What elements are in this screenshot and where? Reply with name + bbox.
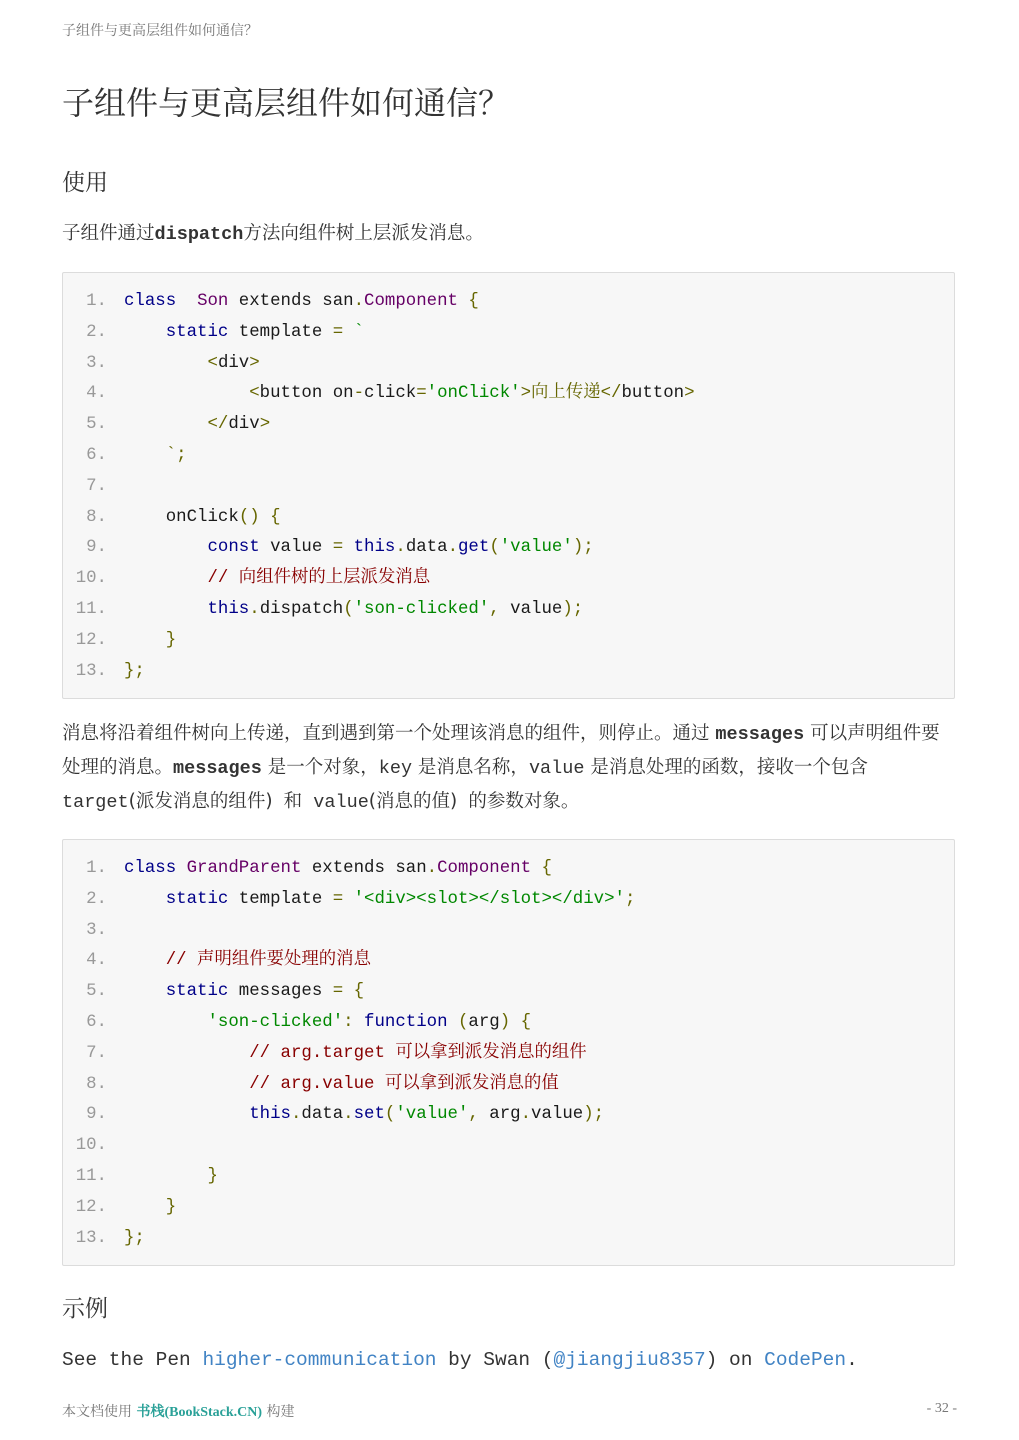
code-line: [63, 472, 954, 503]
code-token: [124, 1075, 249, 1094]
code-token: [354, 1013, 364, 1032]
code-token: >向上传递</: [520, 384, 622, 404]
code-text: [124, 626, 176, 657]
code-line: [63, 1162, 954, 1193]
code-token: [124, 384, 249, 403]
code-token: [124, 1013, 208, 1032]
p2-text-3: 是一个对象，: [261, 757, 379, 778]
code-token: [124, 538, 208, 557]
code-token: [124, 354, 208, 373]
code-line: [63, 977, 954, 1008]
code-block-grandparent: [62, 839, 955, 1266]
code-token: value: [499, 599, 563, 619]
line-number: 10.: [75, 1136, 107, 1156]
author-link[interactable]: @jiangjiu8357: [553, 1349, 706, 1371]
page-title: 子组件与更高层组件如何通信？: [62, 84, 511, 122]
code-token: [124, 1167, 208, 1186]
code-token: {: [468, 292, 479, 311]
code-token: [124, 600, 208, 619]
code-token: [124, 631, 166, 650]
p2-code-value: value: [528, 758, 585, 779]
code-token: [124, 446, 166, 465]
code-token: [343, 890, 353, 909]
code-token: [124, 323, 166, 342]
code-token: [176, 292, 197, 311]
code-line: [63, 1070, 954, 1101]
code-token: {: [541, 859, 552, 878]
code-token: .: [395, 538, 406, 558]
code-line: [63, 854, 954, 885]
code-line: [63, 349, 954, 380]
code-token: template: [228, 889, 333, 909]
code-line: [63, 626, 954, 657]
code-token: (): [238, 507, 260, 527]
code-text: [124, 410, 270, 441]
code-token: 'value': [499, 538, 573, 558]
code-token: (: [489, 538, 500, 558]
p2-text-1: 消息将沿着组件树向上传递，直到遇到第一个处理该消息的组件，则停止。通过: [62, 723, 716, 744]
code-text: [124, 657, 145, 688]
code-token: =: [332, 322, 344, 342]
line-number: 3.: [86, 353, 107, 373]
code-line: [63, 564, 954, 595]
code-token: data: [301, 1105, 344, 1125]
code-token: 'son-clicked': [353, 599, 490, 619]
section-heading-example: 示例: [62, 1296, 108, 1322]
code-token: >: [249, 353, 260, 373]
code-text: [124, 1039, 587, 1070]
code-token: arg: [478, 1105, 521, 1125]
line-number: 11.: [75, 599, 107, 619]
line-number: 3.: [86, 920, 107, 940]
code-line: [63, 657, 954, 688]
code-text: [124, 1008, 531, 1039]
code-line: [63, 885, 954, 916]
code-token: [124, 890, 166, 909]
code-token: (: [457, 1012, 469, 1032]
code-token: '<div><slot></slot></div>': [353, 889, 625, 909]
code-token: Component: [364, 292, 458, 311]
code-token: .: [290, 1105, 302, 1125]
code-token: .: [249, 599, 260, 619]
code-token: Component: [437, 859, 532, 878]
code-token: (: [384, 1105, 396, 1125]
p2-bold-messages-1: messages: [715, 724, 805, 745]
paragraph-messages: [62, 717, 957, 819]
p3-text-2: by Swan (: [436, 1349, 554, 1371]
code-token: onClick: [124, 507, 239, 527]
code-token: div: [228, 415, 260, 435]
code-text: [124, 318, 364, 349]
code-token: `: [353, 322, 365, 342]
line-number: 4.: [86, 384, 107, 404]
code-token: [343, 982, 353, 1001]
code-token: <: [207, 353, 218, 373]
code-token: click: [364, 384, 417, 404]
p2-text-2: 可以声明组件要处理的消息。: [62, 723, 940, 778]
line-number: 2.: [86, 889, 107, 909]
code-block-son: [62, 272, 955, 699]
line-number: 13.: [75, 661, 107, 681]
code-token: extends san: [228, 292, 354, 311]
code-token: data: [405, 538, 448, 558]
code-token: .: [447, 538, 458, 558]
code-token: =: [416, 384, 427, 404]
line-number: 5.: [86, 982, 107, 1002]
p1-code-dispatch: dispatch: [154, 224, 244, 245]
page-number: - 32 -: [926, 1401, 957, 1416]
line-number: 12.: [75, 1197, 107, 1217]
code-token: ;: [624, 889, 636, 909]
p2-text-6: (派发消息的组件): [128, 791, 273, 812]
code-token: [458, 292, 468, 311]
code-token: function: [364, 1012, 448, 1032]
code-text: [124, 1070, 559, 1101]
code-token: }: [165, 630, 177, 650]
code-token: =: [332, 538, 344, 558]
code-token: :: [343, 1012, 354, 1032]
code-text: [124, 885, 635, 916]
line-number: 12.: [75, 630, 107, 650]
line-number: 5.: [86, 415, 107, 435]
code-token: [531, 859, 541, 878]
code-line: [63, 1224, 954, 1255]
code-token: -: [353, 384, 365, 404]
code-line: [63, 379, 954, 410]
footer-brand-link[interactable]: 书栈(BookStack.CN): [136, 1405, 263, 1420]
code-token: 'onClick': [426, 384, 521, 404]
code-token: get: [458, 538, 490, 558]
code-text: [124, 1162, 218, 1193]
code-token: );: [572, 538, 594, 558]
code-token: [510, 1013, 520, 1032]
line-number: 6.: [86, 1012, 107, 1032]
line-number: 8.: [86, 507, 107, 527]
code-token: // arg.value 可以拿到派发消息的值: [249, 1074, 559, 1094]
running-header: 子组件与更高层组件如何通信？: [62, 23, 258, 39]
code-token: {: [520, 1012, 532, 1032]
line-number: 10.: [75, 569, 107, 589]
code-token: (: [343, 599, 354, 619]
code-line: [63, 946, 954, 977]
line-number: 11.: [75, 1166, 107, 1186]
code-token: class: [124, 859, 177, 878]
code-token: [124, 1044, 249, 1063]
code-token: Son: [197, 292, 229, 311]
footer-credit: [62, 1401, 295, 1421]
code-token: static: [165, 889, 229, 909]
code-token: .: [520, 1105, 532, 1125]
section-heading-usage: 使用: [62, 170, 108, 196]
line-number: 13.: [75, 1228, 107, 1248]
code-line: [63, 1039, 954, 1070]
p2-code-value-2: value: [313, 792, 369, 813]
code-token: }: [207, 1166, 218, 1186]
code-token: [124, 1198, 166, 1217]
p2-text-8: 的参数对象。: [457, 792, 580, 813]
code-line: [63, 441, 954, 472]
code-text: [124, 349, 260, 380]
line-number: 1.: [86, 292, 107, 311]
code-token: }: [165, 1197, 177, 1217]
pen-link[interactable]: higher-communication: [202, 1349, 437, 1371]
code-token: [124, 1105, 249, 1124]
code-token: {: [270, 507, 281, 527]
code-token: [124, 569, 208, 588]
p1-text-before: 子组件通过: [62, 223, 155, 244]
line-number: 1.: [86, 859, 107, 878]
code-token: <: [249, 384, 260, 404]
p3-text-4: .: [846, 1349, 858, 1371]
code-text: [124, 533, 594, 564]
code-token: };: [124, 1228, 145, 1248]
code-text: [124, 287, 479, 318]
code-line: [63, 1131, 954, 1162]
code-line: [63, 1193, 954, 1224]
code-text: [124, 379, 695, 410]
code-token: ): [499, 1012, 511, 1032]
code-token: [124, 951, 166, 970]
code-text: [124, 1224, 145, 1255]
code-token: template: [228, 322, 333, 342]
p3-text-1: See the Pen: [62, 1349, 203, 1371]
code-line: [63, 410, 954, 441]
code-text: [124, 854, 552, 885]
p2-text-5: 是消息处理的函数，接收一个包含: [584, 757, 868, 778]
code-token: {: [353, 982, 365, 1002]
code-token: [343, 323, 353, 342]
code-token: .: [426, 859, 438, 878]
code-token: >: [259, 415, 271, 435]
code-token: messages: [228, 982, 333, 1002]
code-token: >: [684, 384, 695, 404]
line-number: 2.: [86, 322, 107, 342]
p2-bold-messages-2: messages: [173, 758, 262, 779]
code-token: dispatch: [259, 599, 344, 619]
code-token: // 向组件树的上层派发消息: [207, 569, 431, 589]
code-token: [176, 859, 186, 878]
footer-prefix: 本文档使用: [62, 1404, 137, 1420]
p2-text-4: 是消息名称，: [412, 757, 529, 778]
code-token: =: [332, 889, 344, 909]
code-token: arg: [468, 1012, 500, 1032]
code-token: // arg.target 可以拿到派发消息的组件: [249, 1043, 587, 1063]
code-line: [63, 916, 954, 947]
code-token: // 声明组件要处理的消息: [165, 951, 371, 971]
line-number: 4.: [86, 951, 107, 971]
code-text: [124, 946, 371, 977]
code-token: ,: [489, 599, 500, 619]
code-token: `;: [165, 445, 187, 465]
code-token: =: [332, 982, 344, 1002]
p2-code-target: target: [62, 792, 129, 813]
p2-text-7: (消息的值): [368, 791, 458, 812]
code-token: </: [207, 415, 229, 435]
code-line: [63, 1100, 954, 1131]
code-token: button: [621, 384, 685, 404]
code-token: this: [353, 538, 396, 558]
code-token: .: [343, 1105, 354, 1125]
codepen-link[interactable]: CodePen: [764, 1349, 847, 1371]
code-line: [63, 318, 954, 349]
code-text: [124, 564, 430, 595]
line-number: 6.: [86, 445, 107, 465]
code-token: this: [207, 599, 250, 619]
code-token: [260, 508, 270, 527]
code-token: const: [207, 538, 260, 558]
code-text: [124, 977, 364, 1008]
p2-code-key: key: [378, 758, 413, 779]
paragraph-dispatch: [62, 217, 957, 251]
footer-suffix: 构建: [262, 1404, 295, 1420]
code-line: [63, 533, 954, 564]
code-token: [124, 415, 208, 434]
code-text: [124, 1100, 604, 1131]
code-token: [343, 538, 353, 557]
code-token: 'son-clicked': [207, 1012, 344, 1032]
p1-text-after: 方法向组件树上层派发消息。: [243, 223, 484, 244]
code-token: GrandParent: [186, 859, 302, 878]
code-token: button on: [259, 384, 354, 404]
code-text: [124, 503, 281, 534]
code-token: value: [531, 1105, 584, 1125]
code-token: };: [124, 661, 145, 681]
code-line: [63, 287, 954, 318]
code-token: this: [249, 1105, 291, 1125]
code-token: ,: [468, 1105, 479, 1125]
code-token: [448, 1013, 458, 1032]
code-text: [124, 595, 583, 626]
code-line: [63, 1008, 954, 1039]
code-token: extends san: [301, 859, 427, 878]
line-number: 7.: [86, 1043, 107, 1063]
code-token: class: [124, 292, 177, 311]
code-token: );: [583, 1105, 605, 1125]
code-token: value: [259, 538, 333, 558]
paragraph-codepen: [62, 1344, 957, 1377]
code-token: div: [217, 353, 250, 373]
code-text: [124, 1193, 176, 1224]
code-token: static: [165, 322, 229, 342]
line-number: 9.: [86, 538, 107, 558]
code-token: 'value': [395, 1105, 469, 1125]
code-line: [63, 595, 954, 626]
line-number: 7.: [86, 476, 107, 496]
code-token: [124, 982, 166, 1001]
p3-text-3: ) on: [705, 1349, 765, 1371]
code-line: [63, 503, 954, 534]
code-token: set: [353, 1105, 385, 1125]
line-number: 9.: [86, 1105, 107, 1125]
code-token: );: [562, 599, 584, 619]
code-token: .: [353, 292, 365, 311]
p2-code-and: 和: [272, 792, 314, 813]
code-token: static: [165, 982, 229, 1002]
code-text: [124, 441, 187, 472]
line-number: 8.: [86, 1074, 107, 1094]
